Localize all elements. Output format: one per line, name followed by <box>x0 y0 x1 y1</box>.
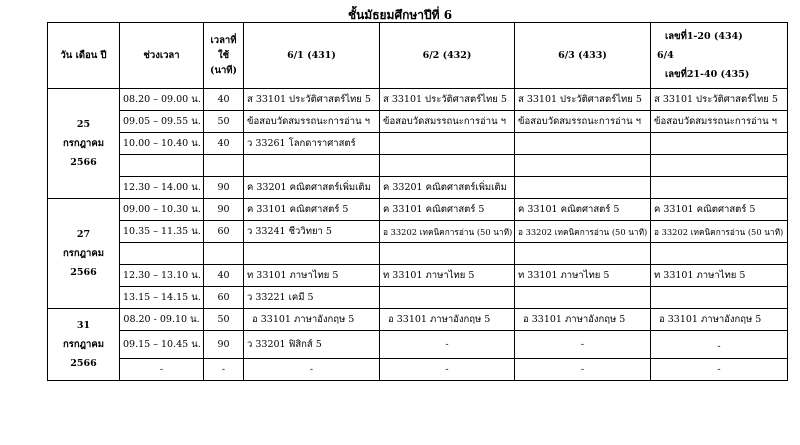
subject-cell: ค 33201 คณิตศาสตร์เพิ่มเติม <box>244 177 380 199</box>
table-row <box>48 221 788 243</box>
subject-cell <box>515 155 651 177</box>
table-row <box>48 331 788 359</box>
table-row <box>48 177 788 199</box>
table-row <box>48 243 788 265</box>
date-cell <box>48 89 120 199</box>
header-class-6-4 <box>651 23 788 89</box>
subject-cell <box>651 133 788 155</box>
time-cell: 08.20 - 09.10 น. <box>120 309 204 331</box>
subject-cell: ส 33101 ประวัติศาสตร์ไทย 5 <box>244 89 380 111</box>
time-cell: 12.30 – 13.10 น. <box>120 265 204 287</box>
duration-cell: 90 <box>204 199 244 221</box>
duration-cell: 40 <box>204 89 244 111</box>
subject-cell: ข้อสอบวัดสมรรถนะการอ่าน ฯ <box>244 111 380 133</box>
date-day: 27 <box>76 229 91 240</box>
duration-cell: 90 <box>204 331 244 359</box>
subject-cell: ข้อสอบวัดสมรรถนะการอ่าน ฯ <box>380 111 515 133</box>
subject-cell <box>380 243 515 265</box>
subject-cell: อ 33202 เทคนิคการอ่าน (50 นาที) <box>380 221 515 243</box>
date-day: 25 <box>76 119 91 130</box>
table-row <box>48 287 788 309</box>
subject-cell <box>380 287 515 309</box>
subject-cell: ท 33101 ภาษาไทย 5 <box>515 265 651 287</box>
subject-cell: ค 33101 คณิตศาสตร์ 5 <box>515 199 651 221</box>
date-month: กรกฎาคม <box>63 138 104 149</box>
header-row <box>48 23 788 89</box>
duration-cell: 50 <box>204 111 244 133</box>
subject-cell <box>651 177 788 199</box>
subject-cell: - <box>380 359 515 381</box>
subject-cell: ข้อสอบวัดสมรรถนะการอ่าน ฯ <box>515 111 651 133</box>
header-class-6-4-line3: เลขที่21-40 (435) <box>665 69 750 80</box>
time-cell <box>120 243 204 265</box>
subject-cell: ท 33101 ภาษาไทย 5 <box>244 265 380 287</box>
header-duration: เวลาที่ใช้ (นาที) <box>204 23 244 89</box>
time-cell: 12.30 – 14.00 น. <box>120 177 204 199</box>
header-class-6-1: 6/1 (431) <box>244 23 380 89</box>
table-row <box>48 133 788 155</box>
date-year: 2566 <box>70 358 97 369</box>
time-cell <box>120 155 204 177</box>
subject-cell <box>515 243 651 265</box>
date-month: กรกฎาคม <box>63 248 104 259</box>
subject-cell: ส 33101 ประวัติศาสตร์ไทย 5 <box>651 89 788 111</box>
subject-cell <box>380 155 515 177</box>
time-cell: 09.05 – 09.55 น. <box>120 111 204 133</box>
header-date: วัน เดือน ปี <box>48 23 120 89</box>
table-row <box>48 359 788 381</box>
time-cell: 09.00 – 10.30 น. <box>120 199 204 221</box>
header-class-6-4-line1: เลขที่1-20 (434) <box>665 31 743 42</box>
subject-cell <box>651 287 788 309</box>
subject-cell <box>651 155 788 177</box>
time-cell: 13.15 – 14.15 น. <box>120 287 204 309</box>
subject-cell: ส 33101 ประวัติศาสตร์ไทย 5 <box>380 89 515 111</box>
header-time: ช่วงเวลา <box>120 23 204 89</box>
date-cell <box>48 309 120 381</box>
header-class-6-3: 6/3 (433) <box>515 23 651 89</box>
subject-cell: ส 33101 ประวัติศาสตร์ไทย 5 <box>515 89 651 111</box>
subject-cell: ค 33101 คณิตศาสตร์ 5 <box>651 199 788 221</box>
header-class-6-2: 6/2 (432) <box>380 23 515 89</box>
subject-cell: อ 33202 เทคนิคการอ่าน (50 นาที) <box>515 221 651 243</box>
subject-cell: อ 33101 ภาษาอังกฤษ 5 <box>651 309 788 331</box>
duration-cell: 40 <box>204 265 244 287</box>
subject-cell: อ 33101 ภาษาอังกฤษ 5 <box>380 309 515 331</box>
duration-cell: 40 <box>204 133 244 155</box>
subject-cell <box>515 133 651 155</box>
table-row <box>48 155 788 177</box>
subject-cell: - <box>651 331 788 359</box>
subject-cell: ท 33101 ภาษาไทย 5 <box>380 265 515 287</box>
date-month: กรกฎาคม <box>63 339 104 350</box>
date-cell <box>48 199 120 309</box>
subject-cell: - <box>651 359 788 381</box>
duration-cell: 60 <box>204 287 244 309</box>
time-cell: 10.00 – 10.40 น. <box>120 133 204 155</box>
subject-cell: - <box>244 359 380 381</box>
subject-cell <box>380 133 515 155</box>
subject-cell: - <box>380 331 515 359</box>
subject-cell: ว 33261 โลกดาราศาสตร์ <box>244 133 380 155</box>
subject-cell: ท 33101 ภาษาไทย 5 <box>651 265 788 287</box>
subject-cell <box>515 177 651 199</box>
subject-cell: - <box>515 331 651 359</box>
date-year: 2566 <box>70 157 97 168</box>
duration-cell: - <box>204 359 244 381</box>
subject-cell: ว 33221 เคมี 5 <box>244 287 380 309</box>
time-cell: 09.15 – 10.45 น. <box>120 331 204 359</box>
duration-cell: 60 <box>204 221 244 243</box>
subject-cell: อ 33101 ภาษาอังกฤษ 5 <box>515 309 651 331</box>
subject-cell <box>651 243 788 265</box>
subject-cell <box>244 243 380 265</box>
duration-cell <box>204 243 244 265</box>
subject-cell <box>244 155 380 177</box>
subject-cell: ค 33101 คณิตศาสตร์ 5 <box>380 199 515 221</box>
subject-cell: - <box>515 359 651 381</box>
subject-cell: อ 33101 ภาษาอังกฤษ 5 <box>244 309 380 331</box>
header-class-6-4-line2: 6/4 <box>657 50 674 61</box>
table-row <box>48 199 788 221</box>
subject-cell <box>515 287 651 309</box>
time-cell: 08.20 – 09.00 น. <box>120 89 204 111</box>
time-cell: - <box>120 359 204 381</box>
subject-cell: ค 33201 คณิตศาสตร์เพิ่มเติม <box>380 177 515 199</box>
date-year: 2566 <box>70 267 97 278</box>
table-row <box>48 265 788 287</box>
duration-cell: 90 <box>204 177 244 199</box>
subject-cell: ค 33101 คณิตศาสตร์ 5 <box>244 199 380 221</box>
subject-cell: ว 33241 ชีววิทยา 5 <box>244 221 380 243</box>
table-row <box>48 309 788 331</box>
time-cell: 10.35 – 11.35 น. <box>120 221 204 243</box>
table-row <box>48 111 788 133</box>
duration-cell <box>204 155 244 177</box>
page-title: ชั้นมัธยมศึกษาปีที่ 6 <box>347 8 453 22</box>
subject-cell: อ 33202 เทคนิคการอ่าน (50 นาที) <box>651 221 788 243</box>
duration-cell: 50 <box>204 309 244 331</box>
subject-cell: ว 33201 ฟิสิกส์ 5 <box>244 331 380 359</box>
subject-cell: ข้อสอบวัดสมรรถนะการอ่าน ฯ <box>651 111 788 133</box>
exam-schedule-table <box>47 22 788 381</box>
table-row <box>48 89 788 111</box>
date-day: 31 <box>76 320 91 331</box>
